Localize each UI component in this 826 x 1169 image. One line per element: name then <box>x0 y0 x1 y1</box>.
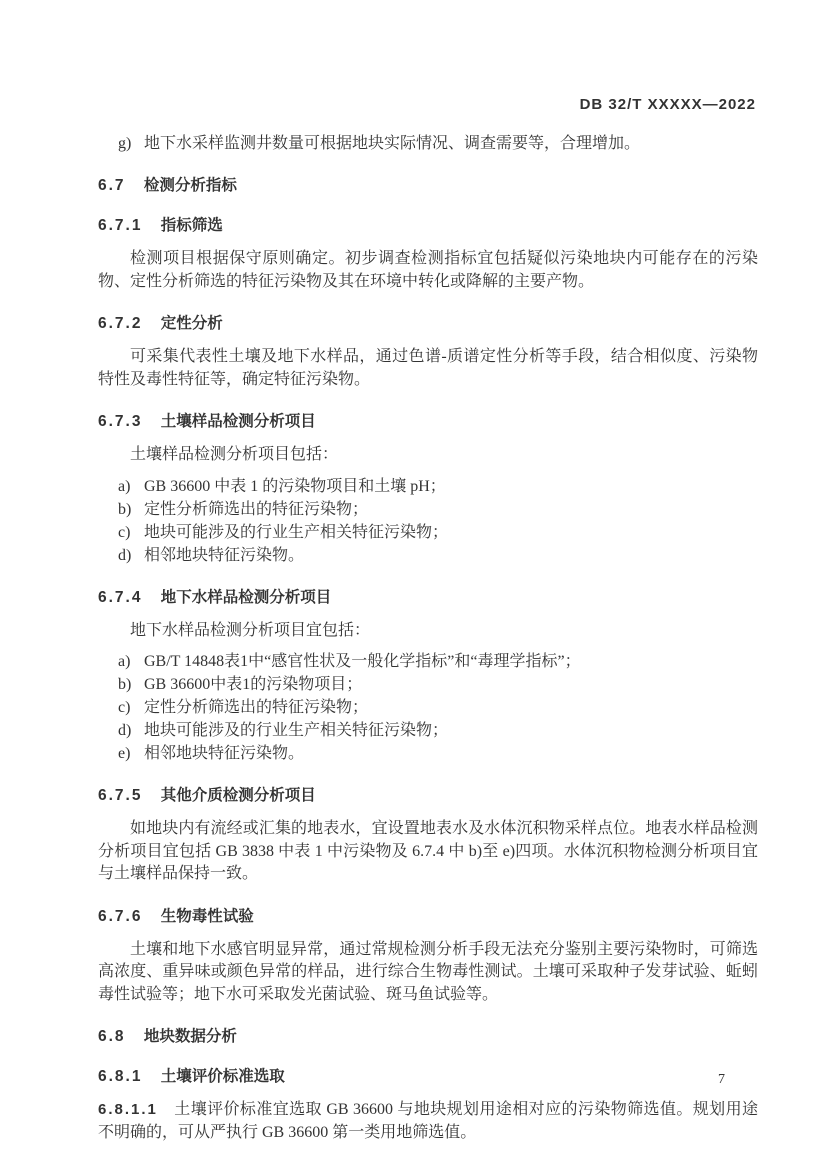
list-item <box>98 742 758 765</box>
paragraph-6-7-3-intro: 土壤样品检测分析项目包括： <box>130 446 339 463</box>
list-item <box>98 696 758 719</box>
list-item <box>98 521 758 544</box>
section-number: 6.7.3 <box>98 413 143 430</box>
list-item-text: GB 36600中表1的污染物项目； <box>144 676 363 693</box>
paragraph-6-8-1-1 <box>98 1099 758 1144</box>
page-number: 7 <box>718 1072 725 1087</box>
list-marker: c) <box>118 699 131 716</box>
list-item-g <box>98 132 758 155</box>
list-marker: b) <box>118 500 132 518</box>
section-number: 6.7.6 <box>98 907 143 925</box>
section-heading-6-7-5 <box>98 786 758 805</box>
list-item-text: GB/T 14848表1中“感官性状及一般化学指标”和“毒理学指标”； <box>144 653 581 670</box>
section-heading-6-7 <box>98 176 758 195</box>
doc-code: DB 32/T XXXXX—2022 <box>579 96 756 113</box>
section-heading-6-7-2 <box>98 314 758 333</box>
section-title: 土壤评价标准选取 <box>160 1068 285 1085</box>
paragraph-6-7-4-intro: 地下水样品检测分析项目宜包括： <box>130 621 371 639</box>
section-title: 地块数据分析 <box>143 1028 237 1045</box>
section-number: 6.7.4 <box>98 588 143 606</box>
clause-number: 6.8.1.1 <box>98 1101 158 1118</box>
section-heading-6-7-6 <box>98 907 758 926</box>
section-heading-6-7-3 <box>98 412 758 431</box>
list-marker: d) <box>118 722 132 739</box>
list-marker: c) <box>118 523 131 541</box>
list-item <box>98 673 758 696</box>
list-item <box>98 650 758 673</box>
list-item-text: 定性分析筛选出的特征污染物； <box>144 500 369 518</box>
section-title: 生物毒性试验 <box>160 907 254 925</box>
section-title: 土壤样品检测分析项目 <box>160 413 316 430</box>
section-number: 6.7 <box>98 177 126 194</box>
list-marker: a) <box>118 653 131 670</box>
list-item-text: 地块可能涉及的行业生产相关特征污染物； <box>144 722 449 739</box>
section-title: 定性分析 <box>160 315 223 332</box>
list-marker: a) <box>118 477 131 495</box>
list-item-text: GB 36600 中表 1 的污染物项目和土壤 pH； <box>144 477 446 495</box>
section-title: 地下水样品检测分析项目 <box>160 588 332 606</box>
list-marker: d) <box>118 546 132 564</box>
section-number: 6.7.2 <box>98 315 143 332</box>
paragraph-6-7-2: 可采集代表性土壤及地下水样品，通过色谱-质谱定性分析等手段，结合相似度、污染物特性及毒性特征等，确定特征污染物。 <box>98 348 758 388</box>
section-number: 6.8.1 <box>98 1068 143 1085</box>
list-item-text: 定性分析筛选出的特征污染物； <box>144 699 369 716</box>
paragraph-6-7-6: 土壤和地下水感官明显异常，通过常规检测分析手段无法充分鉴别主要污染物时，可筛选高浓度、重异味或颜色异常的样品，进行综合生物毒性测试。土壤可采取种子发芽试验、蚯蚓毒性试验等；地下水可采取发光菌试验、斑马鱼试验等。 <box>98 940 758 1003</box>
list-item <box>98 544 758 567</box>
section-heading-6-8 <box>98 1027 758 1046</box>
section-heading-6-7-1 <box>98 216 758 235</box>
paragraph-6-7-1: 检测项目根据保守原则确定。初步调查检测指标宜包括疑似污染地块内可能存在的污染物、定性分析筛选的特征污染物及其在环境中转化或降解的主要产物。 <box>98 250 758 290</box>
list-item-text: 相邻地块特征污染物。 <box>144 745 305 762</box>
list-item-text: 地块可能涉及的行业生产相关特征污染物； <box>144 523 449 541</box>
list-marker: g) <box>118 135 132 152</box>
list-item-text: 相邻地块特征污染物。 <box>144 546 305 564</box>
section-number: 6.8 <box>98 1028 126 1045</box>
doc-header <box>580 96 756 113</box>
section-title: 检测分析指标 <box>143 177 237 194</box>
list-marker: e) <box>118 745 131 762</box>
section-title: 其他介质检测分析项目 <box>160 787 316 804</box>
section-number: 6.7.1 <box>98 217 143 234</box>
list-marker: b) <box>118 676 132 693</box>
list-item <box>98 475 758 498</box>
page-content <box>98 126 758 1152</box>
list-item <box>98 498 758 521</box>
section-heading-6-7-4 <box>98 588 758 607</box>
list-item <box>98 719 758 742</box>
section-heading-6-8-1 <box>98 1067 758 1086</box>
section-number: 6.7.5 <box>98 787 143 804</box>
list-item-text: 地下水采样监测井数量可根据地块实际情况、调查需要等，合理增加。 <box>144 135 641 152</box>
clause-text: 土壤评价标准宜选取 GB 36600 与地块规划用途相对应的污染物筛选值。规划用途不明确的，可从严执行 GB 36600 第一类用地筛选值。 <box>98 1101 758 1141</box>
section-title: 指标筛选 <box>160 217 223 234</box>
paragraph-6-7-5: 如地块内有流经或汇集的地表水，宜设置地表水及水体沉积物采样点位。地表水样品检测分析项目宜包括 GB 3838 中表 1 中污染物及 6.7.4 中 b)至 e)四项。水体沉积物检测分析项目宜与土壤样品保持一致。 <box>98 820 758 882</box>
